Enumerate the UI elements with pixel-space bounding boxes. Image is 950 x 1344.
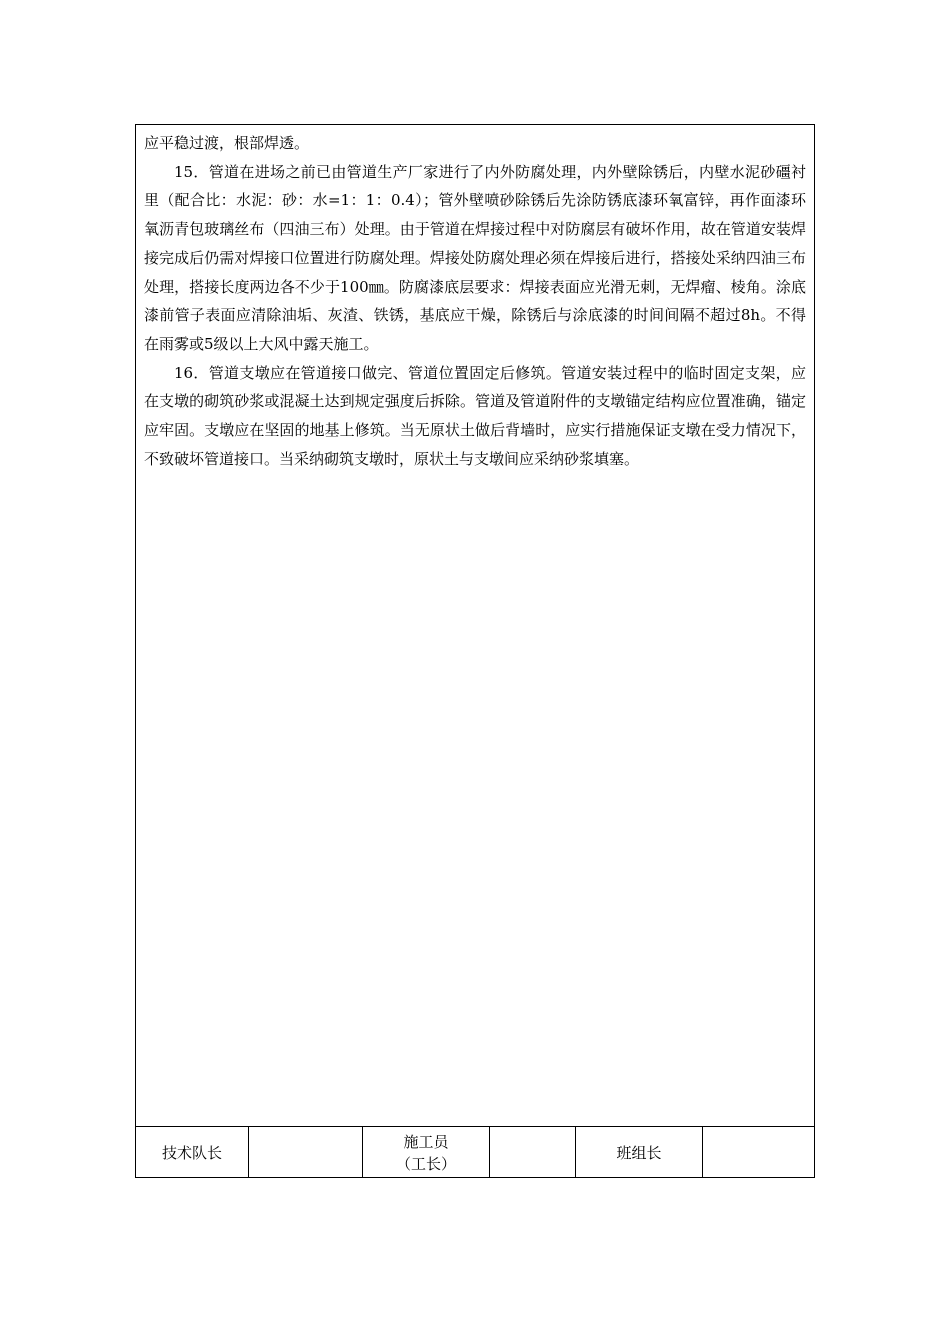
tech-lead-signature-cell <box>249 1127 363 1178</box>
team-lead-label: 班组长 <box>616 1143 662 1162</box>
continuation-paragraph: 应平稳过渡，根部焊透。 <box>144 134 310 152</box>
tech-lead-label: 技术队长 <box>161 1143 222 1162</box>
constructor-label-line2: （工长） <box>395 1154 456 1173</box>
item-15-paragraph: 15．管道在进场之前已由管道生产厂家进行了内外防腐处理，内外壁除锈后，内壁水泥砂礓衬里（配合比：水泥：砂：水=1：1：0.4）；管外壁喷砂除锈后先涂防锈底漆环氧富锌，再作面漆环氧沥青包玻璃丝布（四油三布）处理。由于管道在焊接过程中对防腐层有破坏作用，故在管道安装焊接完成后仍需对焊接口位置进行防腐处理。焊接处防腐处理必须在焊接后进行，搭接处采纳四油三布处理，搭接长度两边各不少于100㎜。防腐漆底层要求：焊接表面应光滑无刺，无焊瘤、棱角。涂底漆前管子表面应清除油垢、灰渣、铁锈，基底应干燥，除锈后与涂底漆的时间间隔不超过8h。不得在雨雾或5级以上大风中露天施工。 <box>144 162 806 353</box>
item-16-paragraph: 16．管道支墩应在管道接口做完、管道位置固定后修筑。管道安装过程中的临时固定支架，应在支墩的砌筑砂浆或混凝土达到规定强度后拆除。管道及管道附件的支墩锚定结构应位置准确，锚定应牢固。支墩应在坚固的地基上修筑。当无原状土做后背墙时，应实行措施保证支墩在受力情况下，不致破坏管道接口。当采纳砌筑支墩时，原状土与支墩间应采纳砂浆填塞。 <box>144 363 806 468</box>
constructor-signature-cell <box>490 1127 576 1178</box>
signature-row <box>136 1126 814 1178</box>
constructor-label-cell <box>363 1127 490 1178</box>
document-body <box>136 125 814 1126</box>
tech-lead-label-cell <box>136 1127 249 1178</box>
constructor-label-line1: 施工员 <box>403 1132 449 1151</box>
document-table <box>135 124 815 1178</box>
team-lead-label-cell <box>576 1127 703 1178</box>
team-lead-signature-cell <box>703 1127 814 1178</box>
